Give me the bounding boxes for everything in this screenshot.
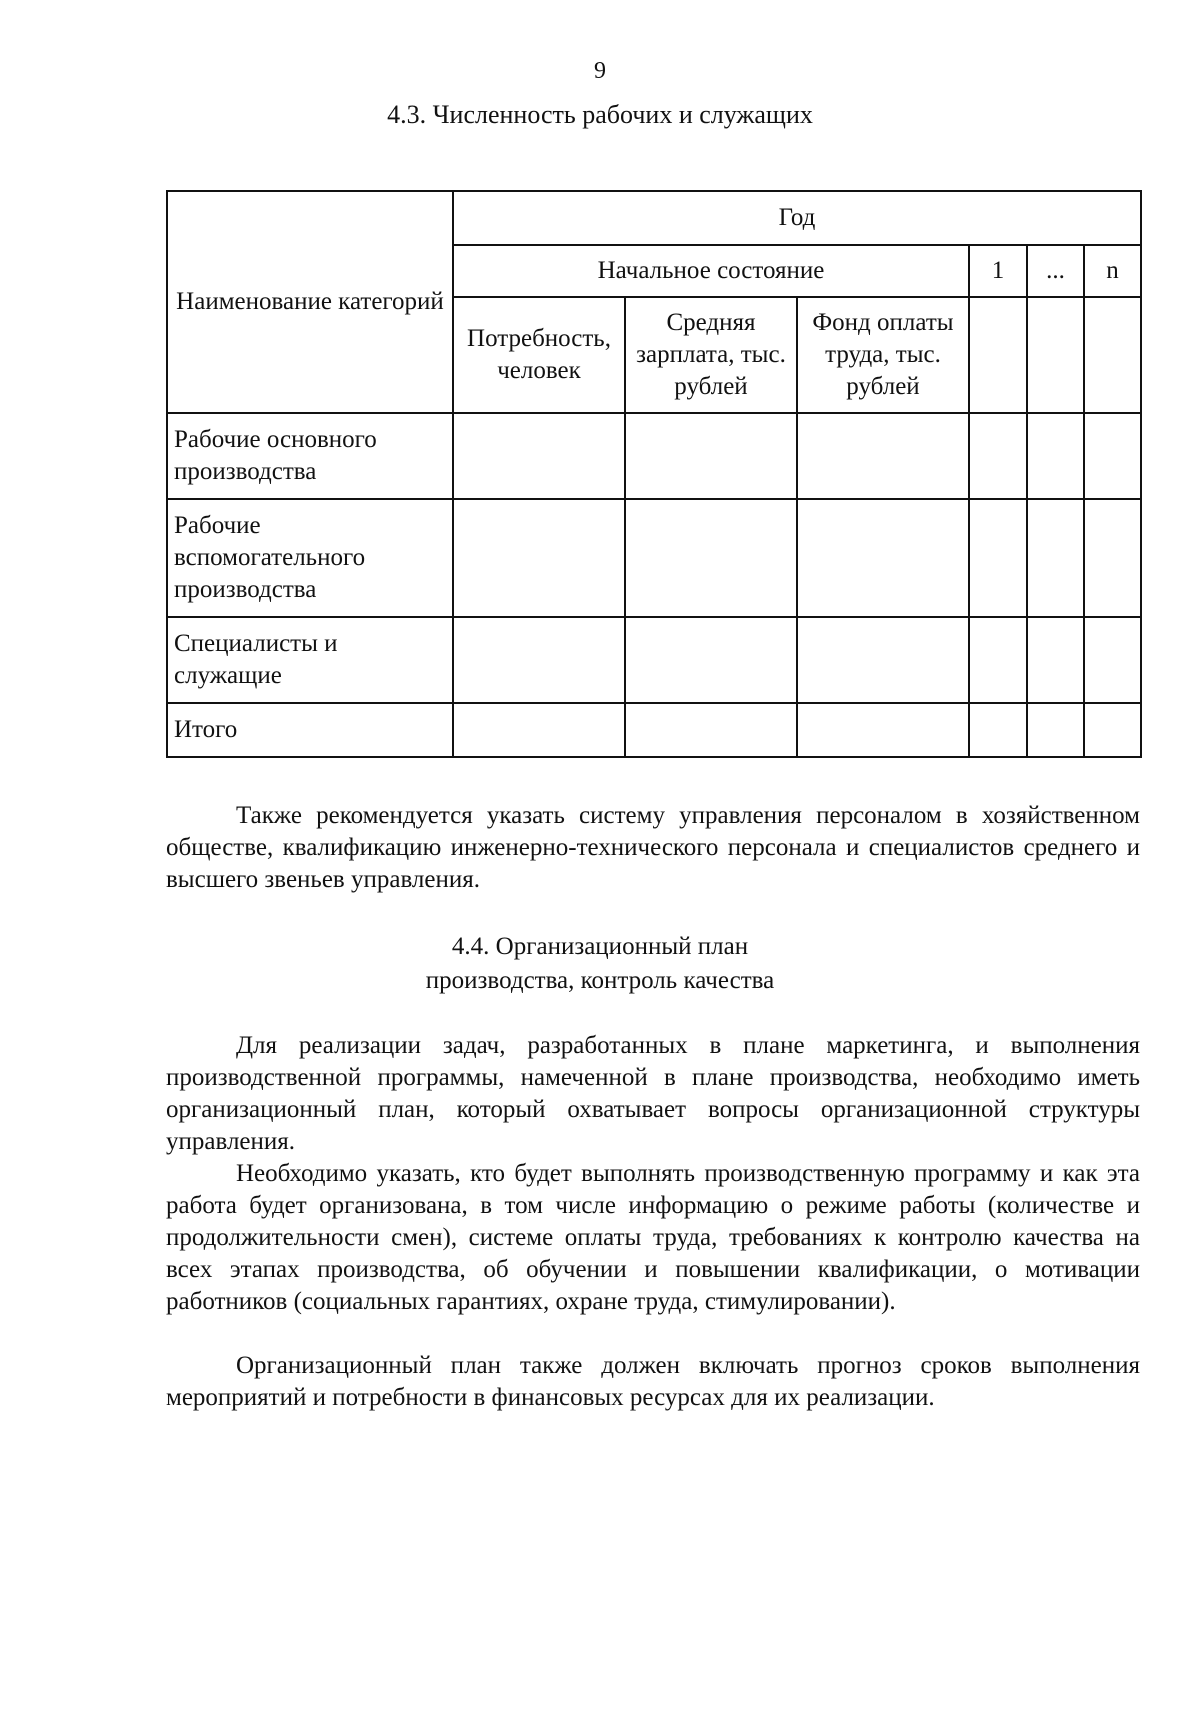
table-cell bbox=[1084, 499, 1141, 617]
header-year: Год bbox=[453, 191, 1141, 245]
table-row bbox=[167, 703, 1141, 757]
table-cell bbox=[625, 617, 797, 703]
row-category: Рабочие основного производства bbox=[167, 413, 453, 499]
table-row bbox=[167, 413, 1141, 499]
header-initial-state: Начальное состояние bbox=[453, 245, 969, 297]
header-year-n: n bbox=[1084, 245, 1141, 297]
table-cell bbox=[453, 413, 625, 499]
table-cell bbox=[1084, 297, 1141, 413]
table-cell bbox=[969, 703, 1027, 757]
table-cell bbox=[625, 703, 797, 757]
table-cell bbox=[625, 499, 797, 617]
section-title-4-4-line2: производства, контроль качества bbox=[425, 967, 775, 994]
table-cell bbox=[1084, 617, 1141, 703]
row-category: Итого bbox=[167, 703, 453, 757]
paragraph-org-plan-2: Необходимо указать, кто будет выполнять производственную программу и как эта работа будет организована, в том числе информацию о режиме работы (количестве и продолжительности смен), системе оплаты труда, требованиях к контролю качества на всех этапах производства, об обучении и повышении квалификации, о мотивации работников (социальных гарантиях, охране труда, стимулировании). bbox=[166, 1160, 1140, 1315]
header-year-1: 1 bbox=[969, 245, 1027, 297]
table-cell bbox=[969, 413, 1027, 499]
table-cell bbox=[797, 413, 969, 499]
table-cell bbox=[1027, 617, 1084, 703]
table-cell bbox=[969, 499, 1027, 617]
table-cell bbox=[1027, 413, 1084, 499]
paragraph-after-table: Также рекомендуется указать систему управления персоналом в хозяйственном обществе, квалификацию инженерно-технического персонала и специалистов среднего и высшего звеньев управления. bbox=[166, 802, 1140, 893]
table-cell bbox=[625, 413, 797, 499]
header-need: Потребность, человек bbox=[453, 297, 625, 413]
staff-table bbox=[166, 190, 1142, 758]
section-title-4-4 bbox=[0, 930, 1200, 998]
table-cell bbox=[453, 617, 625, 703]
paragraph-org-plan-3: Организационный план также должен включать прогноз сроков выполнения мероприятий и потребности в финансовых ресурсах для их реализации. bbox=[166, 1352, 1140, 1411]
table-cell bbox=[969, 297, 1027, 413]
header-avg-salary: Средняя зарплата, тыс. рублей bbox=[625, 297, 797, 413]
table-cell bbox=[453, 703, 625, 757]
table-row bbox=[167, 617, 1141, 703]
section-title-4-3: 4.3. Численность рабочих и служащих bbox=[387, 100, 813, 129]
table-cell bbox=[797, 499, 969, 617]
page-number: 9 bbox=[594, 58, 606, 84]
table-cell bbox=[797, 617, 969, 703]
table-cell bbox=[1027, 297, 1084, 413]
table-cell bbox=[1084, 703, 1141, 757]
table-cell bbox=[1084, 413, 1141, 499]
table-cell bbox=[453, 499, 625, 617]
table-row bbox=[167, 499, 1141, 617]
table-cell bbox=[1027, 499, 1084, 617]
header-category: Наименование категорий bbox=[167, 191, 453, 413]
row-category: Рабочие вспомогательного производства bbox=[167, 499, 453, 617]
row-category: Специалисты и служащие bbox=[167, 617, 453, 703]
section-title-4-4-line1: 4.4. Организационный план bbox=[451, 933, 749, 960]
paragraph-org-plan-1: Для реализации задач, разработанных в плане маркетинга, и выполнения производственной программы, намеченной в плане производства, необходимо иметь организационный план, который охватывает вопросы организационной структуры управления. bbox=[166, 1032, 1140, 1155]
table-cell bbox=[1027, 703, 1084, 757]
table-cell bbox=[797, 703, 969, 757]
header-payroll-fund: Фонд оплаты труда, тыс. рублей bbox=[797, 297, 969, 413]
header-year-ellipsis: ... bbox=[1027, 245, 1084, 297]
table-cell bbox=[969, 617, 1027, 703]
